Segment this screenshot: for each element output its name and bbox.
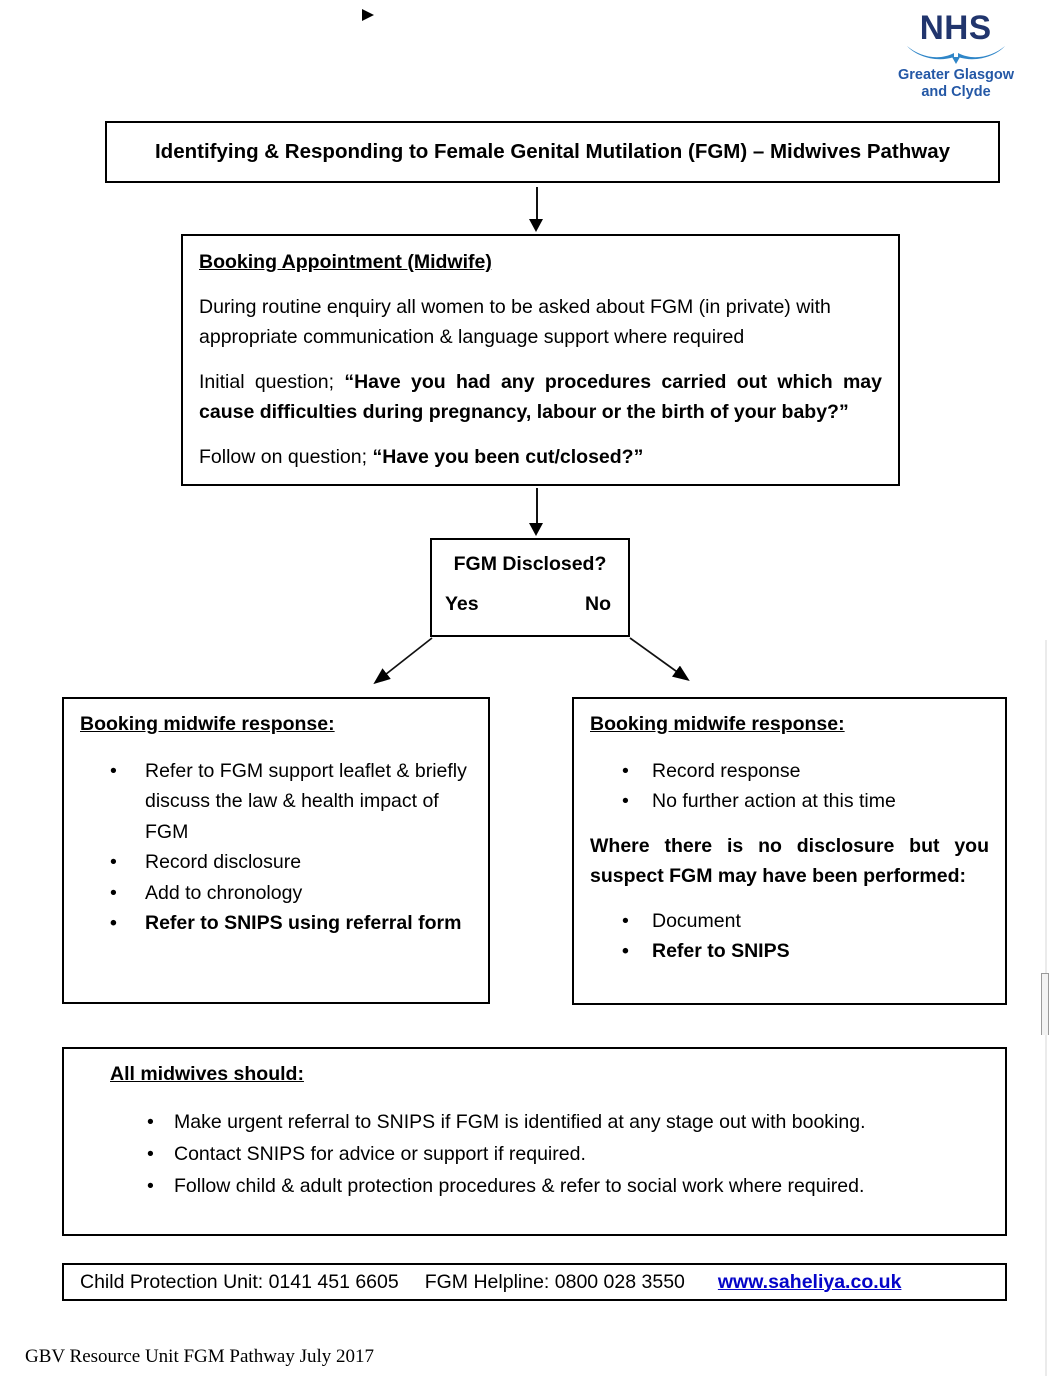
flow-arrow-head-2 [529, 523, 543, 536]
decision-branch-arrows [350, 633, 710, 695]
pathway-title: Identifying & Responding to Female Genital Mutilation (FGM) – Midwives Pathway [154, 140, 950, 163]
all-midwives-box [62, 1047, 1007, 1236]
list-item: • Follow child & adult protection procedures & refer to social work where required. [80, 1170, 989, 1202]
no-response-heading: Booking midwife response: [590, 713, 845, 735]
flow-arrow-line-2 [536, 488, 538, 524]
org-name-line2: and Clyde [921, 84, 991, 100]
no-response-box [572, 697, 1007, 1005]
scrollbar-thumb[interactable] [1041, 973, 1049, 1035]
nhs-logo-text: NHS [920, 9, 992, 47]
suspect-note: Where there is no disclosure but you suspect FGM may have been performed: [590, 834, 989, 887]
footer-version-note: GBV Resource Unit FGM Pathway July 2017 [25, 1346, 375, 1367]
nhs-logo [893, 9, 1019, 101]
contacts-box [62, 1263, 1007, 1301]
list-item: • No further action at this time [590, 786, 989, 817]
suspect-list [590, 906, 989, 967]
flow-arrow-line-1 [536, 187, 538, 220]
yes-branch-arrow [376, 638, 432, 682]
list-item: • Make urgent referral to SNIPS if FGM is identified at any stage out with booking. [80, 1106, 989, 1138]
booking-heading: Booking Appointment (Midwife) [199, 251, 492, 273]
list-item: • Document [590, 906, 989, 937]
decision-no-label: No [585, 593, 611, 615]
list-item: • Refer to SNIPS using referral form [80, 908, 472, 939]
org-name-line1: Greater Glasgow [897, 67, 1015, 83]
all-midwives-heading: All midwives should: [110, 1063, 304, 1085]
child-protection-contact: Child Protection Unit: 0141 451 6605 [80, 1270, 399, 1293]
list-item: • Record response [590, 756, 989, 787]
list-item: • Add to chronology [80, 878, 472, 909]
booking-intro: During routine enquiry all women to be asked about FGM (in private) with appropriate communication & language support where required [199, 296, 831, 348]
list-item: • Refer to FGM support leaflet & briefly discuss the law & health impact of FGM [80, 756, 472, 848]
yes-response-list [80, 756, 472, 939]
yes-response-heading: Booking midwife response: [80, 713, 335, 735]
play-triangle-icon [362, 9, 374, 21]
no-branch-arrow [630, 638, 687, 679]
fgm-disclosed-decision-box [430, 538, 630, 637]
saheliya-link[interactable]: www.saheliya.co.uk [717, 1270, 902, 1293]
flow-arrow-head-1 [529, 219, 543, 232]
pathway-title-box [105, 121, 1000, 183]
yes-response-box [62, 697, 490, 1004]
fgm-helpline-contact: FGM Helpline: 0800 028 3550 [424, 1270, 685, 1293]
list-item: • Record disclosure [80, 847, 472, 878]
list-item: • Refer to SNIPS [590, 936, 989, 967]
booking-follow-question: Follow on question; “Have you been cut/closed?” [199, 446, 644, 468]
list-item: • Contact SNIPS for advice or support if required. [80, 1138, 989, 1170]
booking-initial-question: Initial question; “Have you had any procedures carried out which may cause difficulties during pregnancy, labour or the birth of your baby?” [199, 371, 882, 423]
booking-appointment-box [181, 234, 900, 486]
decision-question: FGM Disclosed? [453, 553, 607, 575]
nhs-swoosh-icon [904, 45, 1008, 65]
decision-yes-label: Yes [445, 593, 479, 615]
no-response-list [590, 756, 989, 817]
all-midwives-list [80, 1106, 989, 1202]
